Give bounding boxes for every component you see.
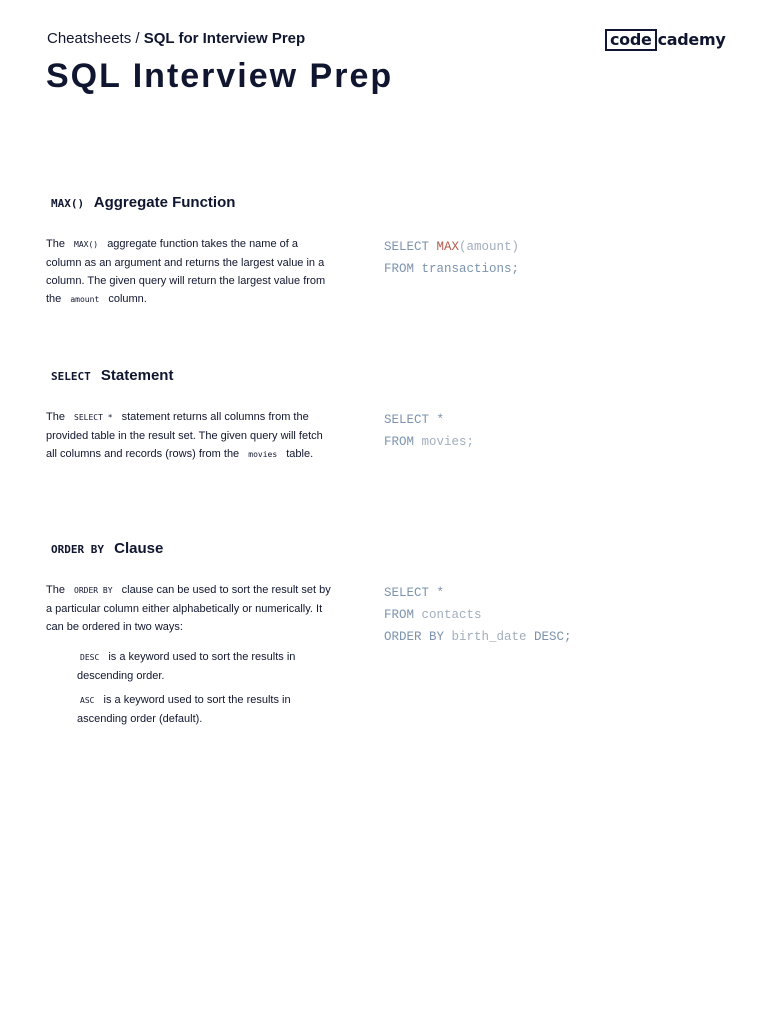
section-title-code: SELECT <box>51 370 91 383</box>
breadcrumb-root-link[interactable]: Cheatsheets <box>47 30 132 47</box>
inline-code: MAX() <box>74 240 99 249</box>
list-item-text: is a keyword used to sort the results in ascending order (default). <box>77 694 291 725</box>
inline-code: SELECT * <box>74 413 113 422</box>
list-item <box>77 648 327 685</box>
desc-text: aggregate function takes the name of a column as an argument and returns the largest value in a column. The given query will return the largest value from the <box>46 238 326 305</box>
code-example <box>384 236 519 280</box>
code-example <box>384 582 572 648</box>
section-title-text: Statement <box>100 367 174 384</box>
section-title <box>51 366 173 387</box>
logo-box-text: code <box>605 29 657 51</box>
section-title-text: Aggregate Function <box>93 194 236 211</box>
desc-text: The <box>46 238 65 250</box>
sort-order-list <box>77 648 327 734</box>
code-identifier: (amount) <box>459 240 520 254</box>
desc-text: clause can be used to sort the result set by a particular column either alphabetically or numerically. It can be ordered in two ways: <box>46 584 331 633</box>
code-identifier: movies; <box>421 435 475 449</box>
desc-text: table. <box>286 448 314 460</box>
code-keyword: FROM <box>384 608 422 622</box>
codecademy-logo[interactable] <box>605 29 725 51</box>
desc-text: column. <box>108 293 147 305</box>
inline-code: ORDER BY <box>74 586 113 595</box>
section-description <box>46 581 331 636</box>
section-title-code: ORDER BY <box>51 543 104 556</box>
inline-code: movies <box>248 450 278 459</box>
section-description <box>46 235 331 309</box>
code-keyword: FROM <box>384 262 422 276</box>
desc-text: statement returns all columns from the provided table in the result set. The given query will fetch all columns and records (rows) from the <box>46 411 323 460</box>
section-title-code: MAX() <box>51 197 85 210</box>
section-title <box>51 193 235 214</box>
code-keyword: FROM <box>384 435 422 449</box>
code-identifier: contacts <box>421 608 482 622</box>
desc-text: The <box>46 584 65 596</box>
code-identifier: birth_date <box>451 630 535 644</box>
breadcrumb <box>47 29 305 49</box>
code-keyword: SELECT * <box>384 413 445 427</box>
page-title: SQL Interview Prep <box>46 57 394 95</box>
breadcrumb-separator: / <box>131 30 144 47</box>
code-identifier: transactions; <box>421 262 520 276</box>
code-function: MAX <box>436 240 460 254</box>
list-item <box>77 691 327 728</box>
inline-code: DESC <box>80 653 100 662</box>
logo-rest-text: cademy <box>657 30 726 49</box>
code-example <box>384 409 474 453</box>
section-description <box>46 408 331 464</box>
code-keyword: SELECT <box>384 240 437 254</box>
breadcrumb-current: SQL for Interview Prep <box>143 30 306 47</box>
section-title <box>51 539 163 560</box>
inline-code: ASC <box>80 696 95 705</box>
section-title-text: Clause <box>114 540 164 557</box>
code-keyword: SELECT * <box>384 586 445 600</box>
desc-text: The <box>46 411 65 423</box>
code-keyword: DESC; <box>534 630 572 644</box>
inline-code: amount <box>70 295 100 304</box>
code-keyword: ORDER BY <box>384 630 452 644</box>
list-item-text: is a keyword used to sort the results in descending order. <box>77 651 296 682</box>
